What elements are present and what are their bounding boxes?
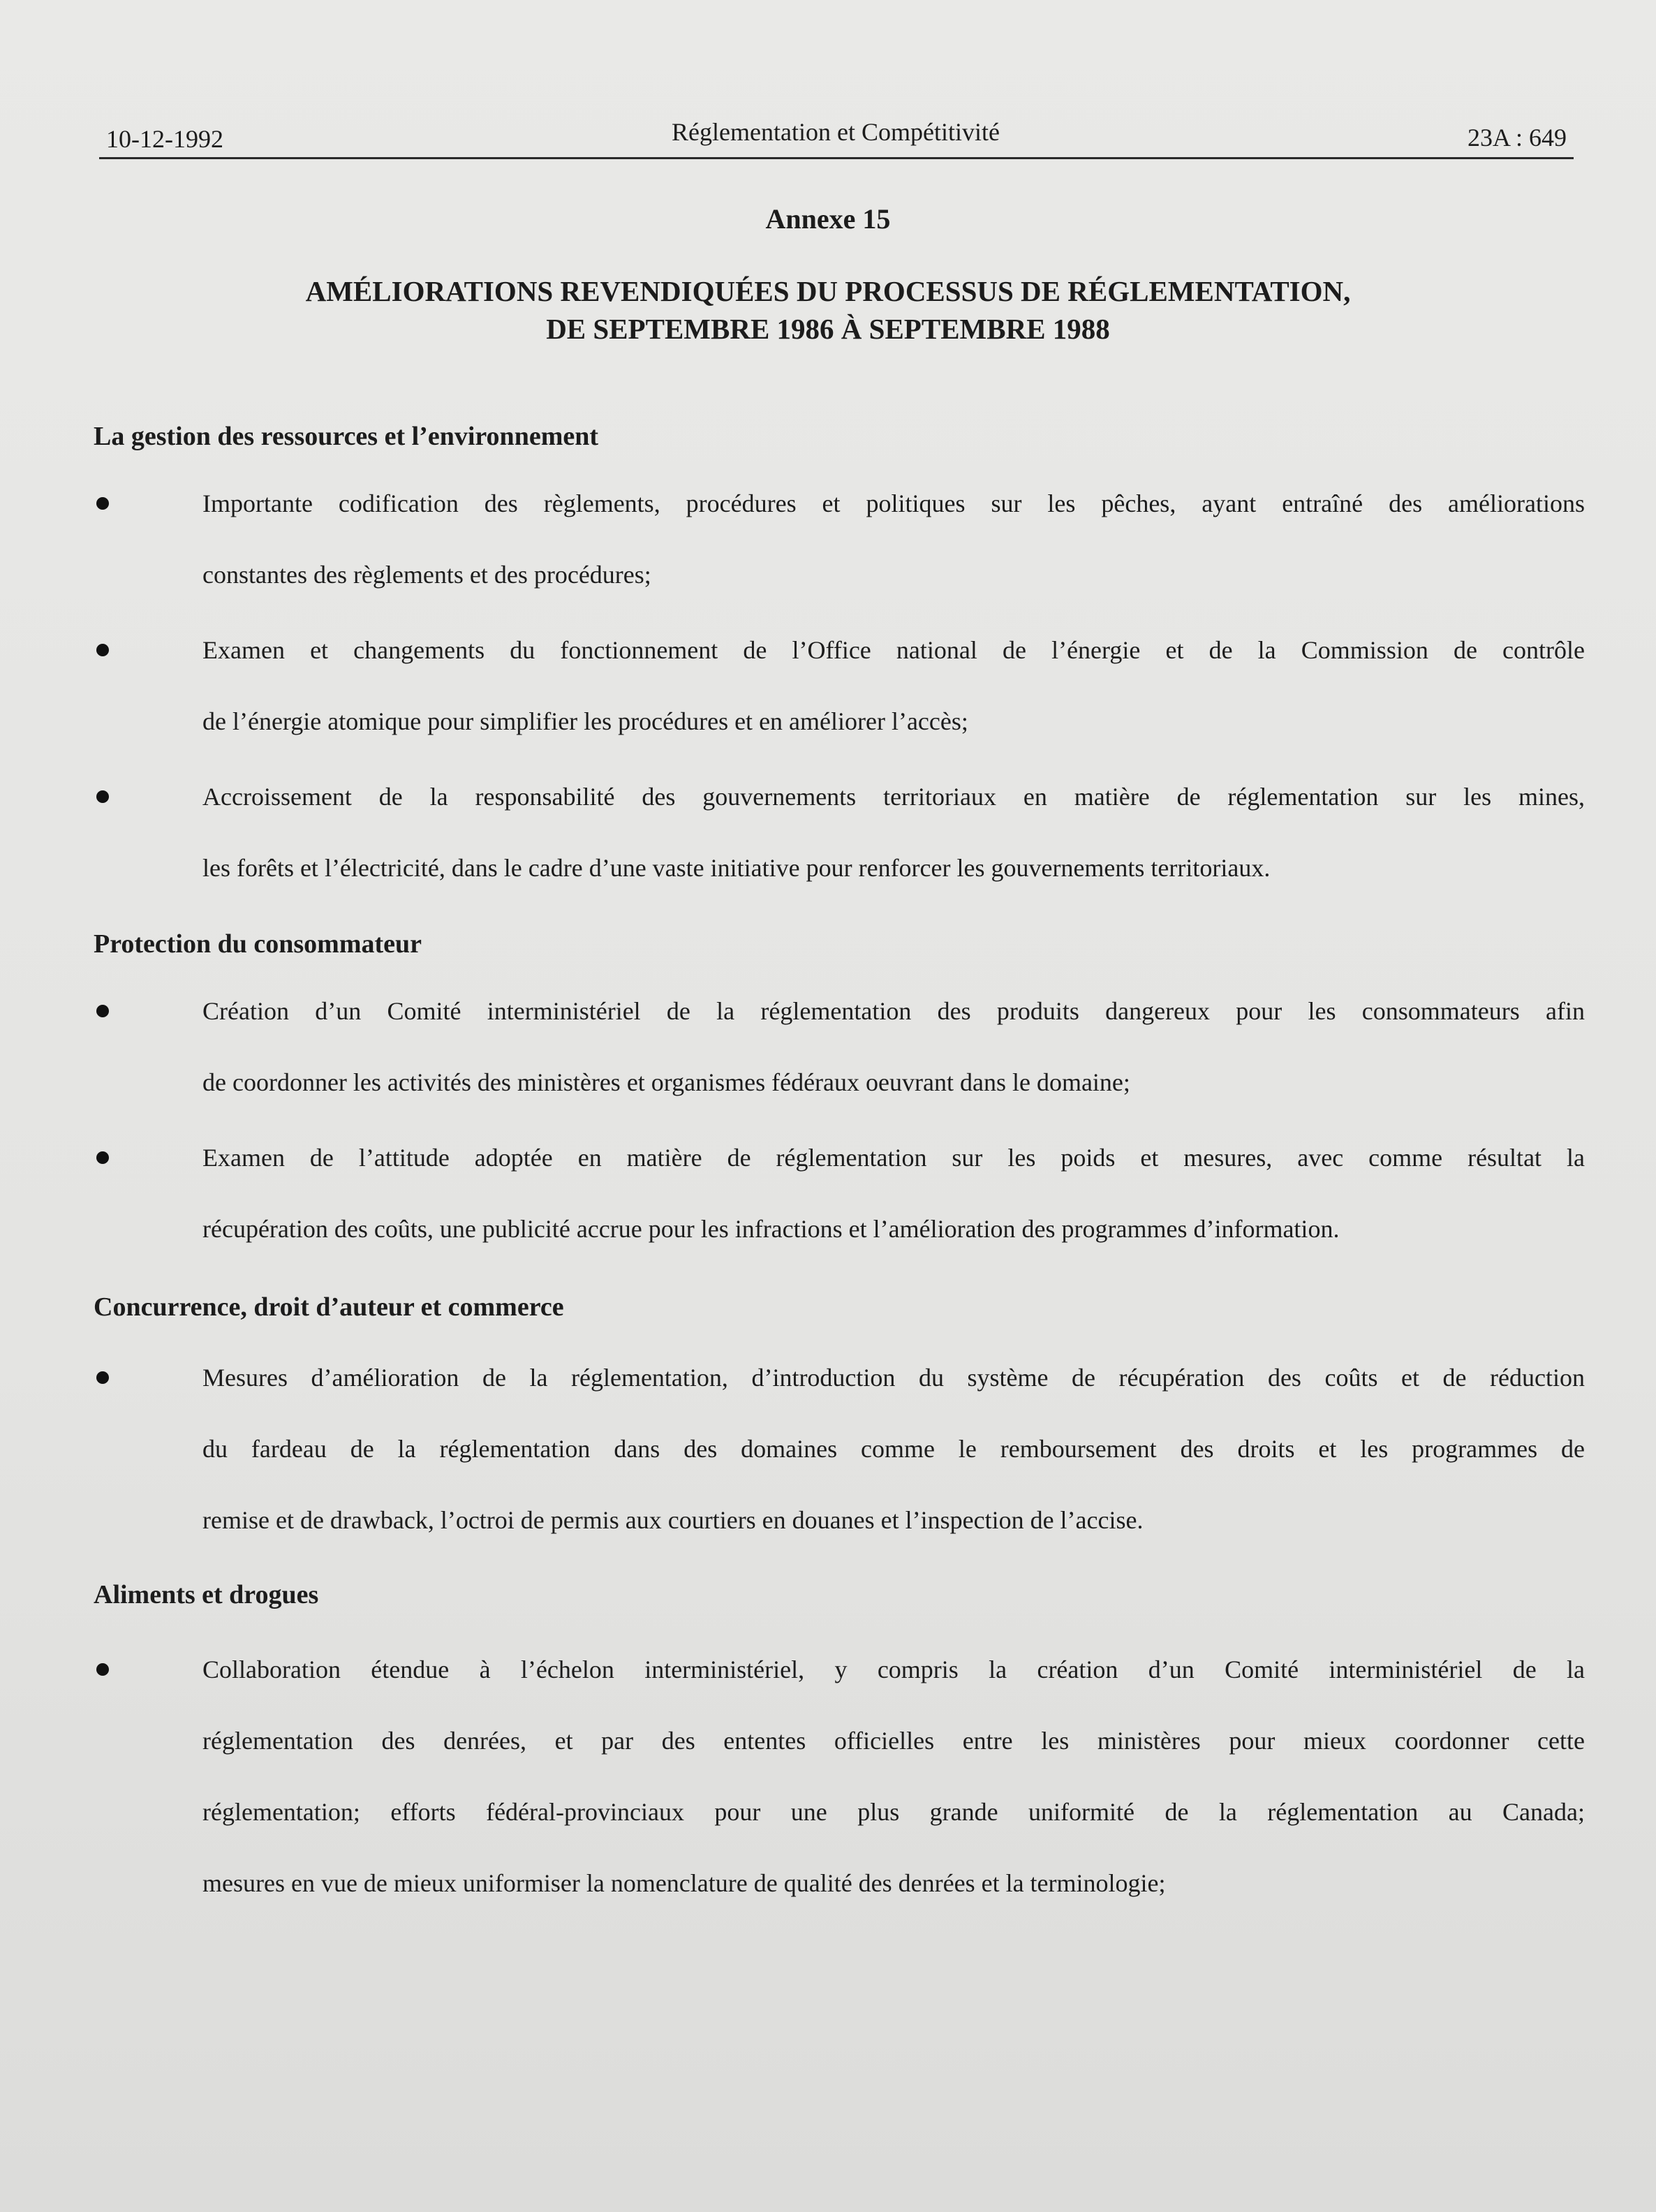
bullet-icon (96, 1151, 109, 1164)
header-running-title: Réglementation et Compétitivité (672, 118, 1000, 146)
section-heading: Concurrence, droit d’auteur et commerce (94, 1292, 564, 1322)
bullet-icon (96, 644, 109, 656)
item-line: réglementation; efforts fédéral-provinciaux pour une plus grande uniformité de la réglementation au Canada; (202, 1798, 1585, 1826)
header-date: 10-12-1992 (106, 125, 223, 153)
item-line: Collaboration étendue à l’échelon interministériel, y compris la création d’un Comité interministériel de la (202, 1656, 1585, 1683)
item-line: Création d’un Comité interministériel de la réglementation des produits dangereux pour les consommateurs afin (202, 997, 1585, 1025)
item-line: de l’énergie atomique pour simplifier les procédures et en améliorer l’accès; (202, 707, 968, 735)
item-line: remise et de drawback, l’octroi de permis aux courtiers en douanes et l’inspection de l’accise. (202, 1506, 1144, 1534)
item-line: Mesures d’amélioration de la réglementation, d’introduction du système de récupération des coûts et de réduction (202, 1364, 1585, 1392)
item-line: réglementation des denrées, et par des ententes officielles entre les ministères pour mieux coordonner cette (202, 1727, 1585, 1755)
item-line: du fardeau de la réglementation dans des domaines comme le remboursement des droits et les programmes de (202, 1435, 1585, 1463)
item-line: de coordonner les activités des ministères et organismes fédéraux oeuvrant dans le domaine; (202, 1068, 1130, 1096)
item-line: constantes des règlements et des procédures; (202, 561, 651, 589)
bullet-icon (96, 1005, 109, 1017)
page-header (99, 117, 1572, 159)
annex-label: Annexe 15 (765, 203, 891, 235)
bullet-icon (96, 497, 109, 510)
item-line: Importante codification des règlements, procédures et politiques sur les pêches, ayant entraîné des améliorations (202, 489, 1585, 517)
bullet-icon (96, 1371, 109, 1384)
item-line: mesures en vue de mieux uniformiser la nomenclature de qualité des denrées et la terminologie; (202, 1869, 1166, 1897)
bullet-icon (96, 1663, 109, 1676)
title-line-2: DE SEPTEMBRE 1986 À SEPTEMBRE 1988 (546, 313, 1110, 345)
header-page-number: 23A : 649 (1467, 124, 1567, 152)
section-heading: Aliments et drogues (94, 1580, 319, 1609)
section-heading: Protection du consommateur (94, 929, 422, 959)
bullet-icon (96, 790, 109, 803)
section-heading: La gestion des ressources et l’environnement (94, 422, 599, 451)
item-line: les forêts et l’électricité, dans le cadre d’une vaste initiative pour renforcer les gouvernements territoriaux. (202, 854, 1271, 882)
item-line: Examen de l’attitude adoptée en matière de réglementation sur les poids et mesures, avec comme résultat la (202, 1144, 1585, 1172)
title-line-1: AMÉLIORATIONS REVENDIQUÉES DU PROCESSUS DE RÉGLEMENTATION, (305, 275, 1351, 307)
document-title (0, 272, 1656, 348)
item-line: Accroissement de la responsabilité des gouvernements territoriaux en matière de réglementation sur les mines, (202, 783, 1585, 811)
item-line: récupération des coûts, une publicité accrue pour les infractions et l’amélioration des programmes d’information. (202, 1215, 1340, 1243)
item-line: Examen et changements du fonctionnement de l’Office national de l’énergie et de la Commission de contrôle (202, 636, 1585, 664)
header-rule (99, 157, 1574, 159)
